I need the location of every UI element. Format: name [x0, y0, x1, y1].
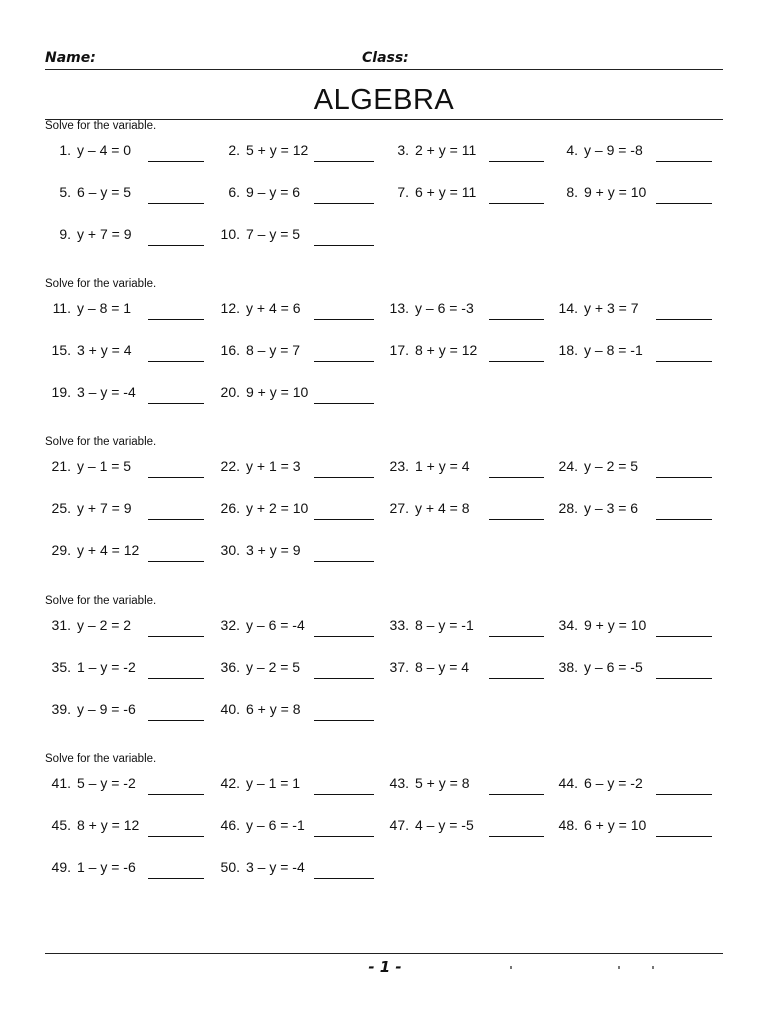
problem-item	[383, 775, 544, 797]
problem-number: 36.	[220, 659, 240, 675]
problem-number: 48.	[558, 817, 578, 833]
problem-equation: 8 – y = -1	[415, 617, 474, 633]
problem-equation: y – 2 = 5	[246, 659, 301, 675]
problem-item	[214, 775, 374, 797]
problem-number: 45.	[51, 817, 71, 833]
problem-number: 41.	[51, 775, 71, 791]
answer-blank[interactable]	[148, 794, 204, 795]
answer-blank[interactable]	[148, 720, 204, 721]
problem-item	[552, 142, 712, 164]
problem-equation: 9 + y = 10	[246, 384, 309, 400]
problem-item	[45, 458, 204, 480]
answer-blank[interactable]	[656, 477, 712, 478]
section-instruction: Solve for the variable.	[45, 595, 157, 607]
problem-item	[45, 817, 204, 839]
problem-item	[214, 226, 374, 248]
problem-number: 49.	[51, 859, 71, 875]
answer-blank[interactable]	[489, 161, 544, 162]
answer-blank[interactable]	[489, 678, 544, 679]
problem-item	[214, 142, 374, 164]
problem-equation: 8 + y = 12	[415, 342, 478, 358]
answer-blank[interactable]	[489, 319, 544, 320]
answer-blank[interactable]	[489, 636, 544, 637]
problem-number: 25.	[51, 500, 71, 516]
problem-equation: 7 – y = 5	[246, 226, 301, 242]
problem-item	[552, 300, 712, 322]
problem-equation: y – 8 = 1	[77, 300, 132, 316]
problem-item	[45, 342, 204, 364]
answer-blank[interactable]	[656, 836, 712, 837]
problem-number: 12.	[220, 300, 240, 316]
problem-equation: 3 – y = -4	[246, 859, 305, 875]
class-label: Class:	[362, 50, 409, 66]
problem-equation: 6 – y = -2	[584, 775, 643, 791]
problem-number: 23.	[389, 458, 409, 474]
answer-blank[interactable]	[656, 319, 712, 320]
answer-blank[interactable]	[148, 319, 204, 320]
problem-number: 17.	[389, 342, 409, 358]
problem-item	[383, 342, 544, 364]
section-instruction: Solve for the variable.	[45, 278, 157, 290]
section-instruction: Solve for the variable.	[45, 753, 157, 765]
answer-blank[interactable]	[656, 203, 712, 204]
problem-equation: y – 6 = -3	[415, 300, 474, 316]
problem-item	[214, 701, 374, 723]
answer-blank[interactable]	[148, 561, 204, 562]
problem-equation: y – 6 = -5	[584, 659, 643, 675]
answer-blank[interactable]	[148, 678, 204, 679]
answer-blank[interactable]	[314, 836, 374, 837]
problem-item	[214, 184, 374, 206]
problem-number: 6.	[228, 184, 240, 200]
answer-blank[interactable]	[148, 519, 204, 520]
problem-equation: 8 + y = 12	[77, 817, 140, 833]
problem-item	[45, 142, 204, 164]
answer-blank[interactable]	[656, 361, 712, 362]
problem-number: 18.	[558, 342, 578, 358]
section-instruction: Solve for the variable.	[45, 120, 157, 132]
problem-equation: y – 8 = -1	[584, 342, 643, 358]
problem-item	[383, 142, 544, 164]
problem-item	[45, 617, 204, 639]
problem-item	[45, 775, 204, 797]
problem-number: 50.	[220, 859, 240, 875]
answer-blank[interactable]	[489, 361, 544, 362]
answer-blank[interactable]	[314, 245, 374, 246]
footer-mark	[618, 966, 620, 969]
problem-equation: 6 – y = 5	[77, 184, 132, 200]
problem-number: 22.	[220, 458, 240, 474]
problem-item	[383, 500, 544, 522]
problem-number: 13.	[389, 300, 409, 316]
answer-blank[interactable]	[148, 403, 204, 404]
problem-equation: 6 + y = 8	[246, 701, 301, 717]
problem-equation: 8 – y = 4	[415, 659, 470, 675]
problem-equation: y – 9 = -6	[77, 701, 136, 717]
answer-blank[interactable]	[314, 477, 374, 478]
problem-item	[45, 859, 204, 881]
problem-item	[214, 300, 374, 322]
problem-equation: 8 – y = 7	[246, 342, 301, 358]
problem-equation: 5 – y = -2	[77, 775, 136, 791]
problem-item	[383, 300, 544, 322]
problem-item	[214, 384, 374, 406]
problem-number: 4.	[566, 142, 578, 158]
problem-number: 30.	[220, 542, 240, 558]
problem-equation: 3 – y = -4	[77, 384, 136, 400]
problem-equation: 1 + y = 4	[415, 458, 470, 474]
answer-blank[interactable]	[314, 561, 374, 562]
problem-equation: y + 2 = 10	[246, 500, 309, 516]
problem-number: 28.	[558, 500, 578, 516]
problem-number: 20.	[220, 384, 240, 400]
problem-item	[45, 701, 204, 723]
answer-blank[interactable]	[314, 403, 374, 404]
problem-number: 24.	[558, 458, 578, 474]
problem-item	[552, 184, 712, 206]
footer-rule	[45, 953, 723, 954]
problem-equation: y – 2 = 5	[584, 458, 639, 474]
answer-blank[interactable]	[656, 794, 712, 795]
answer-blank[interactable]	[314, 161, 374, 162]
problem-item	[552, 659, 712, 681]
problem-equation: y + 3 = 7	[584, 300, 639, 316]
answer-blank[interactable]	[314, 794, 374, 795]
problem-item	[214, 659, 374, 681]
page-title: ALGEBRA	[313, 84, 455, 116]
problem-number: 9.	[59, 226, 71, 242]
problem-item	[45, 542, 204, 564]
answer-blank[interactable]	[148, 477, 204, 478]
problem-number: 40.	[220, 701, 240, 717]
problem-number: 29.	[51, 542, 71, 558]
problem-item	[214, 500, 374, 522]
problem-number: 2.	[228, 142, 240, 158]
answer-blank[interactable]	[314, 720, 374, 721]
problem-equation: 9 + y = 10	[584, 617, 647, 633]
problem-number: 8.	[566, 184, 578, 200]
answer-blank[interactable]	[489, 836, 544, 837]
problem-number: 35.	[51, 659, 71, 675]
problem-number: 39.	[51, 701, 71, 717]
answer-blank[interactable]	[314, 636, 374, 637]
problem-item	[45, 659, 204, 681]
page-number: - 1 -	[368, 958, 402, 976]
footer-mark	[510, 966, 512, 969]
problem-number: 3.	[397, 142, 409, 158]
problem-equation: y – 4 = 0	[77, 142, 132, 158]
problem-item	[45, 184, 204, 206]
problem-item	[552, 500, 712, 522]
problem-item	[383, 617, 544, 639]
problem-equation: y – 6 = -4	[246, 617, 305, 633]
problem-item	[383, 458, 544, 480]
answer-blank[interactable]	[148, 636, 204, 637]
answer-blank[interactable]	[656, 161, 712, 162]
problem-item	[214, 458, 374, 480]
problem-equation: 3 + y = 9	[246, 542, 301, 558]
answer-blank[interactable]	[489, 519, 544, 520]
problem-equation: y + 4 = 8	[415, 500, 470, 516]
problem-item	[45, 300, 204, 322]
problem-number: 34.	[558, 617, 578, 633]
answer-blank[interactable]	[148, 203, 204, 204]
problem-item	[45, 226, 204, 248]
footer-mark	[652, 966, 654, 969]
problem-item	[552, 775, 712, 797]
answer-blank[interactable]	[314, 878, 374, 879]
answer-blank[interactable]	[656, 636, 712, 637]
problem-number: 47.	[389, 817, 409, 833]
problem-equation: 4 – y = -5	[415, 817, 474, 833]
problem-item	[214, 617, 374, 639]
problem-equation: 2 + y = 11	[415, 142, 477, 158]
problem-equation: y + 7 = 9	[77, 500, 132, 516]
problem-equation: y + 4 = 12	[77, 542, 140, 558]
problem-item	[383, 659, 544, 681]
problem-equation: 6 + y = 11	[415, 184, 477, 200]
problem-number: 32.	[220, 617, 240, 633]
problem-item	[383, 817, 544, 839]
answer-blank[interactable]	[656, 678, 712, 679]
problem-number: 44.	[558, 775, 578, 791]
problem-number: 1.	[59, 142, 71, 158]
problem-number: 5.	[59, 184, 71, 200]
answer-blank[interactable]	[148, 836, 204, 837]
problem-equation: y + 1 = 3	[246, 458, 301, 474]
problem-number: 26.	[220, 500, 240, 516]
answer-blank[interactable]	[148, 161, 204, 162]
problem-number: 33.	[389, 617, 409, 633]
answer-blank[interactable]	[314, 678, 374, 679]
problem-equation: 6 + y = 10	[584, 817, 647, 833]
problem-equation: y – 1 = 5	[77, 458, 132, 474]
problem-number: 10.	[220, 226, 240, 242]
problem-equation: y + 4 = 6	[246, 300, 301, 316]
problem-number: 46.	[220, 817, 240, 833]
answer-blank[interactable]	[489, 794, 544, 795]
problem-number: 21.	[51, 458, 71, 474]
answer-blank[interactable]	[656, 519, 712, 520]
problem-equation: 5 + y = 8	[415, 775, 470, 791]
problem-equation: y – 9 = -8	[584, 142, 643, 158]
problem-item	[552, 817, 712, 839]
problem-item	[552, 617, 712, 639]
problem-equation: 9 – y = 6	[246, 184, 301, 200]
problem-item	[214, 817, 374, 839]
problem-number: 11.	[52, 300, 71, 316]
problem-equation: y – 3 = 6	[584, 500, 639, 516]
problem-number: 37.	[389, 659, 409, 675]
problem-number: 14.	[558, 300, 578, 316]
problem-number: 42.	[220, 775, 240, 791]
problem-number: 7.	[397, 184, 409, 200]
problem-equation: y – 2 = 2	[77, 617, 132, 633]
answer-blank[interactable]	[148, 878, 204, 879]
answer-blank[interactable]	[148, 361, 204, 362]
problem-equation: y – 6 = -1	[246, 817, 305, 833]
problem-item	[214, 542, 374, 564]
problem-equation: 5 + y = 12	[246, 142, 309, 158]
answer-blank[interactable]	[314, 519, 374, 520]
answer-blank[interactable]	[314, 361, 374, 362]
problem-item	[552, 458, 712, 480]
problem-item	[214, 342, 374, 364]
problem-equation: y – 1 = 1	[246, 775, 301, 791]
problem-number: 15.	[51, 342, 71, 358]
problem-equation: 3 + y = 4	[77, 342, 132, 358]
section-instruction: Solve for the variable.	[45, 436, 157, 448]
answer-blank[interactable]	[489, 203, 544, 204]
answer-blank[interactable]	[148, 245, 204, 246]
problem-number: 38.	[558, 659, 578, 675]
problem-number: 43.	[389, 775, 409, 791]
problem-equation: 1 – y = -2	[77, 659, 136, 675]
problem-equation: y + 7 = 9	[77, 226, 132, 242]
problem-number: 31.	[51, 617, 71, 633]
problem-item	[45, 384, 204, 406]
problem-item	[552, 342, 712, 364]
problem-equation: 1 – y = -6	[77, 859, 136, 875]
answer-blank[interactable]	[314, 203, 374, 204]
problem-item	[45, 500, 204, 522]
answer-blank[interactable]	[489, 477, 544, 478]
problem-number: 19.	[51, 384, 71, 400]
problem-item	[383, 184, 544, 206]
problem-number: 27.	[389, 500, 409, 516]
answer-blank[interactable]	[314, 319, 374, 320]
name-label: Name:	[45, 50, 96, 66]
problem-item	[214, 859, 374, 881]
problem-number: 16.	[220, 342, 240, 358]
problem-equation: 9 + y = 10	[584, 184, 647, 200]
header-rule	[45, 69, 723, 70]
